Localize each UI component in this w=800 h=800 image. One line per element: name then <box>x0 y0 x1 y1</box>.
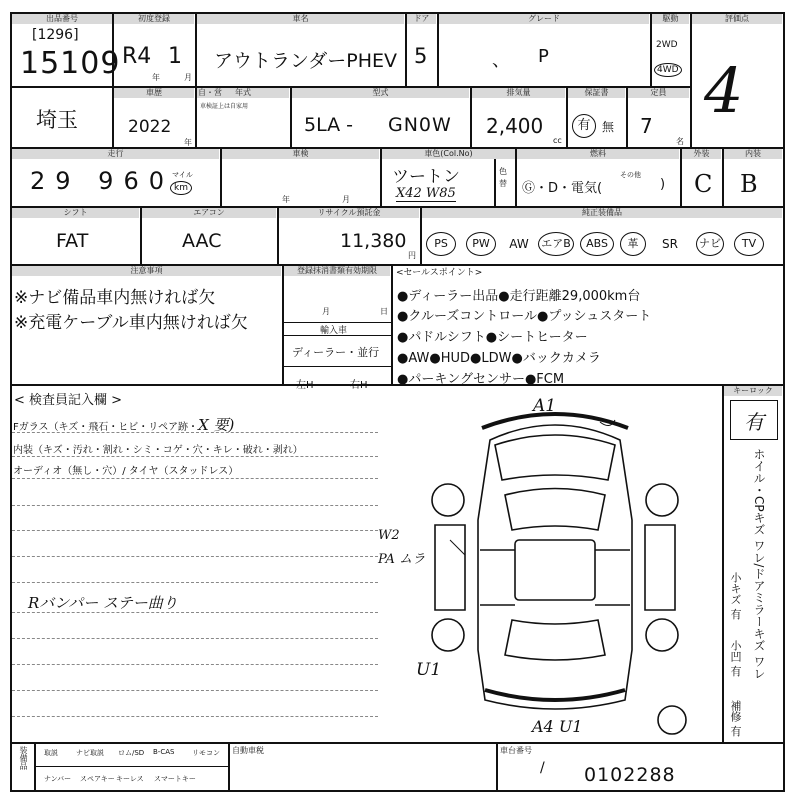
reg-dealer: ディーラー・並行 <box>292 346 380 359</box>
drive-4wd <box>654 63 682 77</box>
notes-label: 注意事項 <box>12 266 281 276</box>
sales-point-1: ●ディーラー出品●走行距離29,000km台 <box>397 289 641 304</box>
wheel-fl <box>432 484 464 516</box>
side-minor-a: 小キズ 有 <box>729 572 742 620</box>
sales-point-2: ●クルーズコントロール●プッシュスタート <box>397 309 652 324</box>
mileage-value: 29 960 <box>30 167 174 195</box>
reg-year: 1 <box>168 44 182 69</box>
inspector-line-1-mark: X 要) <box>198 416 235 434</box>
drive-4wd-label: 4WD <box>657 65 679 75</box>
car-roof <box>515 540 595 600</box>
car-rear-glass <box>505 620 605 660</box>
fuel-other: その他 <box>620 171 641 179</box>
acc-rom-sd: ロム/SD <box>118 749 145 757</box>
recycle-value: 11,380 <box>340 230 407 252</box>
acc-manual: 取説 <box>44 749 58 757</box>
inspection-month-unit: 月 <box>342 195 350 204</box>
fuel-value: Ⓖ・D・電気( <box>522 181 603 196</box>
inspector-line-1-text: Fガラス（キズ・飛石・ヒビ・リペア跡・ <box>13 422 199 433</box>
front-bumper <box>482 414 628 428</box>
shift-label: シフト <box>12 208 139 218</box>
exterior-label: 外装 <box>682 149 721 159</box>
keylock-mark: 有 <box>744 410 764 434</box>
sales-points-label: <セールスポイント> <box>396 268 483 278</box>
fuel-label: 燃料 <box>517 149 679 159</box>
color-label: 車色(Col.No) <box>382 149 515 159</box>
mileage-label: 走行 <box>12 149 219 159</box>
rear-bumper <box>485 690 625 700</box>
acc-remote: リモコン <box>192 749 220 757</box>
reg-day: 日 <box>380 307 388 316</box>
score-value: 4 <box>704 54 744 127</box>
reg-right: 右H <box>350 380 368 391</box>
sales-point-5: ●パーキングセンサー●FCM <box>397 372 565 387</box>
inspection-label: 車検 <box>222 149 379 159</box>
import-label: 輸入車 <box>320 326 348 336</box>
car-body-outline <box>478 425 632 709</box>
warranty-label: 保証書 <box>568 88 625 98</box>
recycle-label: リサイクル預託金 <box>279 208 419 218</box>
equip-ps: PS <box>426 232 456 256</box>
drive-label: 駆動 <box>652 14 689 24</box>
acc-smart-key: スマートキー <box>154 775 196 783</box>
sales-point-3: ●パドルシフト●シートヒーター <box>397 330 588 345</box>
interior-label: 内装 <box>724 149 782 159</box>
model-year-label: 年式 <box>197 88 289 98</box>
acc-spare-key: スペアキー <box>80 775 115 783</box>
note-line-2: ※充電ケーブル車内無ければ欠 <box>14 313 248 333</box>
displacement-unit: cc <box>553 136 562 145</box>
side-vertical-text: ホイル・CPキズ ワレ/ドアミラーキズ ワレ <box>752 448 766 680</box>
exterior-value: C <box>694 170 713 198</box>
bottom-left-label: 装備品 <box>19 746 28 770</box>
model-code-label: 型式 <box>292 88 469 98</box>
aircon-label: エアコン <box>142 208 276 218</box>
doors-label: ドア <box>407 14 436 24</box>
region-value: 埼玉 <box>36 108 78 132</box>
grade-mark: 、 <box>492 50 510 71</box>
serial-mark: / <box>540 760 545 776</box>
inspector-handwritten: Rバンパー ステー曲り <box>28 594 178 612</box>
mileage-unit-label: km <box>174 183 188 193</box>
equip-leather: 革 <box>620 232 646 256</box>
inspector-line-3: オーディオ（無し・穴）/ タイヤ（スタッドレス） <box>13 466 239 477</box>
score-label: 評価点 <box>692 14 782 24</box>
region-label: 車歴 <box>114 88 194 98</box>
lot-prefix: [1296] <box>32 27 79 43</box>
lot-label: 出品番号 <box>12 14 112 24</box>
interior-value: B <box>740 170 758 198</box>
car-windshield <box>505 489 605 531</box>
acc-number: ナンバー <box>44 775 72 783</box>
serial-number: 0102288 <box>584 764 676 786</box>
side-minor-b: 小凹 有 <box>729 640 742 677</box>
equip-sr: SR <box>662 237 678 251</box>
keylock-label: キーロック <box>724 386 782 396</box>
diagram-pa-mark: PA ムラ <box>378 552 426 567</box>
car-name-label: 車名 <box>197 14 404 24</box>
inspector-title: < 検査員記入欄 > <box>14 393 123 408</box>
mileage-alt-unit: マイル <box>172 171 193 179</box>
color-value: ツートン <box>392 167 460 187</box>
reg-left: 左H <box>296 380 314 391</box>
car-diagram <box>420 400 690 740</box>
reg-era: R4 <box>122 44 152 69</box>
diagram-w2: W2 <box>378 528 400 543</box>
sales-points-label-text: セールスポイント <box>403 268 475 278</box>
lot-number: 15109 <box>20 46 121 81</box>
ownership-label: 自動車税 <box>232 746 264 755</box>
acc-keyless: キーレス <box>116 775 144 783</box>
acc-navi-manual: ナビ取説 <box>76 749 104 757</box>
model-code: GN0W <box>388 114 452 136</box>
mileage-unit <box>170 181 192 195</box>
reg-month-unit: 月 <box>184 73 192 82</box>
equip-navi: ナビ <box>696 232 724 256</box>
sales-point-4: ●AW●HUD●LDW●バックカメラ <box>397 351 601 366</box>
note-line-1: ※ナビ備品車内無ければ欠 <box>14 288 216 308</box>
warranty-no: 無 <box>602 120 615 134</box>
equipment-label: 純正装備品 <box>422 208 782 218</box>
inspector-line-2: 内装（キズ・汚れ・割れ・シミ・コゲ・穴・キレ・破れ・剥れ） <box>13 445 303 456</box>
fuel-close: ) <box>660 177 666 192</box>
model-code-prefix: 5LA - <box>304 114 354 136</box>
acc-bcas: B-CAS <box>153 748 175 756</box>
displacement-label: 排気量 <box>472 88 565 98</box>
aircon-value: AAC <box>182 230 222 252</box>
inspection-year-unit: 年 <box>282 195 290 204</box>
doors-value: 5 <box>414 44 428 68</box>
equip-aw: AW <box>509 237 529 251</box>
car-hood <box>495 435 615 480</box>
serial-label: 車台番号 <box>500 746 532 755</box>
equip-abs: ABS <box>580 232 614 256</box>
warranty-yes <box>572 114 596 138</box>
color-change: 色替 <box>499 167 507 188</box>
diagram-rear-mark: A4 U1 <box>532 717 583 736</box>
drive-2wd: 2WD <box>656 40 678 50</box>
chassis-label: 自・営 <box>198 88 222 97</box>
wheel-rr <box>646 619 678 651</box>
diagram-a1: A1 <box>533 396 557 416</box>
wheel-rl <box>432 619 464 651</box>
equip-tv: TV <box>734 232 764 256</box>
capacity-label: 定員 <box>628 88 689 98</box>
grade-label: グレード <box>439 14 649 24</box>
capacity-unit: 名 <box>676 137 684 146</box>
warranty-yes-label: 有 <box>577 118 591 133</box>
model-year-unit: 年 <box>184 138 192 147</box>
registration-label: 登録抹消書類有効期限 <box>284 266 390 276</box>
first-reg-label: 初度登録 <box>114 14 194 24</box>
recycle-unit: 円 <box>408 251 416 260</box>
equip-airbag: エアB <box>538 232 574 256</box>
reg-year-unit: 年 <box>152 73 160 82</box>
capacity-value: 7 <box>640 114 653 138</box>
side-repair: 補修 有 <box>729 700 742 737</box>
displacement-value: 2,400 <box>486 114 544 138</box>
wheel-fr <box>646 484 678 516</box>
color-code: X42 W85 <box>396 186 456 201</box>
chassis-note: 車検証上は自家用 <box>200 103 249 110</box>
shift-value: FAT <box>56 230 89 252</box>
grade-value: P <box>538 46 549 67</box>
diagram-u1-left: U1 <box>416 660 442 680</box>
model-name: アウトランダーPHEV <box>214 50 397 72</box>
model-year-value: 2022 <box>128 117 172 137</box>
spare-wheel <box>658 706 686 734</box>
reg-month: 月 <box>322 307 330 316</box>
equip-pw: PW <box>466 232 496 256</box>
